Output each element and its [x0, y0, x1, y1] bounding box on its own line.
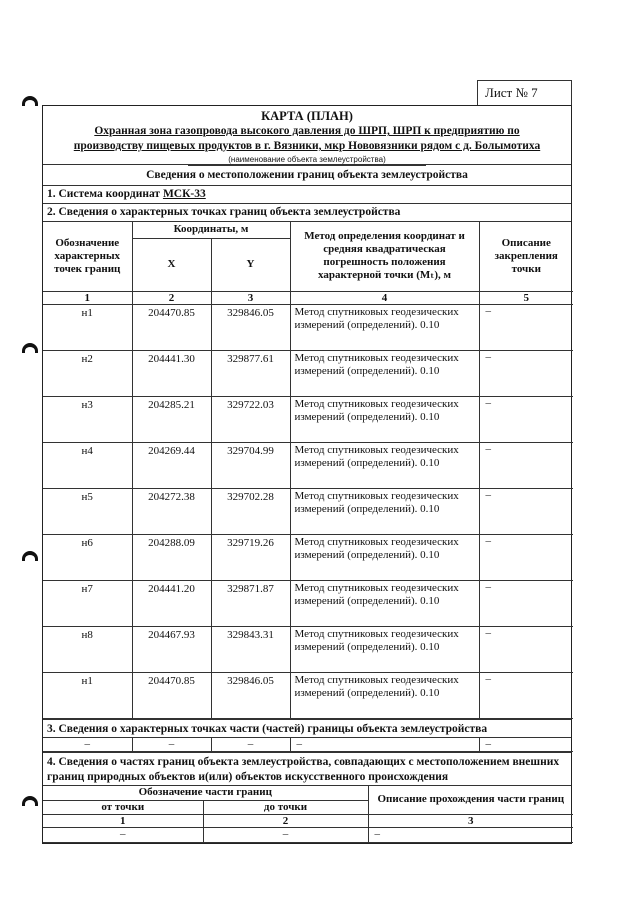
point-id: н2 — [43, 350, 132, 396]
document-title: КАРТА (ПЛАН) — [261, 109, 353, 123]
section1-coordinate-system — [43, 186, 571, 204]
col-header-part-designation: Обозначение части границ — [43, 786, 368, 800]
dash-cell: – — [132, 738, 211, 752]
punch-hole-mark — [22, 343, 38, 353]
col-number: 5 — [479, 291, 573, 304]
coord-x: 204470.85 — [132, 672, 211, 718]
table-row — [43, 350, 573, 396]
dash-cell: – — [479, 738, 573, 752]
coord-x: 204470.85 — [132, 304, 211, 350]
col-header-designation: Обозначение характерных точек границ — [43, 222, 132, 291]
col-number: 2 — [203, 814, 368, 827]
method: Метод спутниковых геодезических измерений (определений). 0.10 — [290, 350, 479, 396]
coord-x: 204272.38 — [132, 488, 211, 534]
method: Метод спутниковых геодезических измерений (определений). 0.10 — [290, 626, 479, 672]
sheet-number: Лист № 7 — [477, 80, 572, 106]
punch-hole-mark — [22, 796, 38, 806]
coord-y: 329722.03 — [211, 396, 290, 442]
col-header-y: Y — [211, 238, 290, 291]
object-name-line1: Охранная зона газопровода высокого давления до ШРП, ШРП к предприятию по — [94, 125, 520, 137]
point-id: н8 — [43, 626, 132, 672]
col-number: 3 — [211, 291, 290, 304]
coord-x: 204441.30 — [132, 350, 211, 396]
coord-y: 329877.61 — [211, 350, 290, 396]
col-number: 4 — [290, 291, 479, 304]
coord-y: 329843.31 — [211, 626, 290, 672]
coord-x: 204441.20 — [132, 580, 211, 626]
title-block — [43, 106, 571, 165]
method: Метод спутниковых геодезических измерений (определений). 0.10 — [290, 442, 479, 488]
coord-y: 329846.05 — [211, 672, 290, 718]
table-row — [43, 396, 573, 442]
fixing: – — [479, 534, 573, 580]
boundary-parts-table — [43, 786, 573, 843]
col-header-fixing: Описание закрепления точки — [479, 222, 573, 291]
fixing: – — [479, 626, 573, 672]
fixing: – — [479, 488, 573, 534]
table-row — [43, 442, 573, 488]
fixing: – — [479, 350, 573, 396]
fixing: – — [479, 396, 573, 442]
section4-label: 4. Сведения о частях границ объекта землеустройства, совпадающих с местоположением внешних границ природных объектов и(или) объектов искусственного происхождения — [43, 752, 571, 786]
dash-cell: – — [203, 827, 368, 842]
method: Метод спутниковых геодезических измерений (определений). 0.10 — [290, 580, 479, 626]
fixing: – — [479, 304, 573, 350]
punch-hole-mark — [22, 551, 38, 561]
table-row — [43, 488, 573, 534]
col-number: 2 — [132, 291, 211, 304]
point-id: н1 — [43, 672, 132, 718]
col-header-x: X — [132, 238, 211, 291]
point-id: н4 — [43, 442, 132, 488]
coord-x: 204467.93 — [132, 626, 211, 672]
coord-y: 329846.05 — [211, 304, 290, 350]
table-row — [43, 534, 573, 580]
point-id: н7 — [43, 580, 132, 626]
method: Метод спутниковых геодезических измерений (определений). 0.10 — [290, 488, 479, 534]
table-row — [43, 672, 573, 718]
dash-cell: – — [43, 738, 132, 752]
object-name-caption: (наименование объекта землеустройства) — [188, 154, 425, 166]
col-header-coordinates: Координаты, м — [132, 222, 290, 238]
boundary-points-table — [43, 222, 573, 719]
dash-cell: – — [43, 827, 203, 842]
table-row — [43, 626, 573, 672]
col-number: 3 — [368, 814, 573, 827]
col-header-method: Метод определения координат и средняя квадратическая погрешность положения характерной точки (Mₜ), м — [290, 222, 479, 291]
section1-label: 1. Система координат — [47, 188, 163, 200]
method: Метод спутниковых геодезических измерений (определений). 0.10 — [290, 304, 479, 350]
dash-cell: – — [211, 738, 290, 752]
coord-x: 204288.09 — [132, 534, 211, 580]
table-row — [43, 304, 573, 350]
punch-hole-mark — [22, 96, 38, 106]
table-row — [43, 580, 573, 626]
coord-x: 204285.21 — [132, 396, 211, 442]
point-id: н3 — [43, 396, 132, 442]
fixing: – — [479, 672, 573, 718]
method: Метод спутниковых геодезических измерений (определений). 0.10 — [290, 534, 479, 580]
point-id: н6 — [43, 534, 132, 580]
method: Метод спутниковых геодезических измерений (определений). 0.10 — [290, 672, 479, 718]
section-title: Сведения о местоположении границ объекта землеустройства — [43, 165, 571, 186]
coord-x: 204269.44 — [132, 442, 211, 488]
col-header-description: Описание прохождения части границ — [368, 786, 573, 814]
section3-label: 3. Сведения о характерных точках части (частей) границы объекта землеустройства — [43, 719, 571, 738]
col-header-to-point: до точки — [203, 800, 368, 814]
object-name-line2: производству пищевых продуктов в г. Вязники, мкр Нововязники рядом с д. Болымотиха — [73, 140, 541, 152]
section2-label: 2. Сведения о характерных точках границ объекта землеустройства — [43, 204, 571, 222]
document-frame — [42, 105, 572, 844]
coord-y: 329702.28 — [211, 488, 290, 534]
col-header-from-point: от точки — [43, 800, 203, 814]
col-number: 1 — [43, 291, 132, 304]
coord-y: 329704.99 — [211, 442, 290, 488]
point-id: н1 — [43, 304, 132, 350]
dash-cell: – — [368, 827, 573, 842]
col-number: 1 — [43, 814, 203, 827]
method: Метод спутниковых геодезических измерений (определений). 0.10 — [290, 396, 479, 442]
point-id: н5 — [43, 488, 132, 534]
coord-y: 329719.26 — [211, 534, 290, 580]
dash-cell: – — [290, 738, 479, 752]
part-points-table — [43, 738, 573, 753]
coord-y: 329871.87 — [211, 580, 290, 626]
fixing: – — [479, 580, 573, 626]
coordinate-system-value: МСК-33 — [162, 188, 206, 200]
fixing: – — [479, 442, 573, 488]
